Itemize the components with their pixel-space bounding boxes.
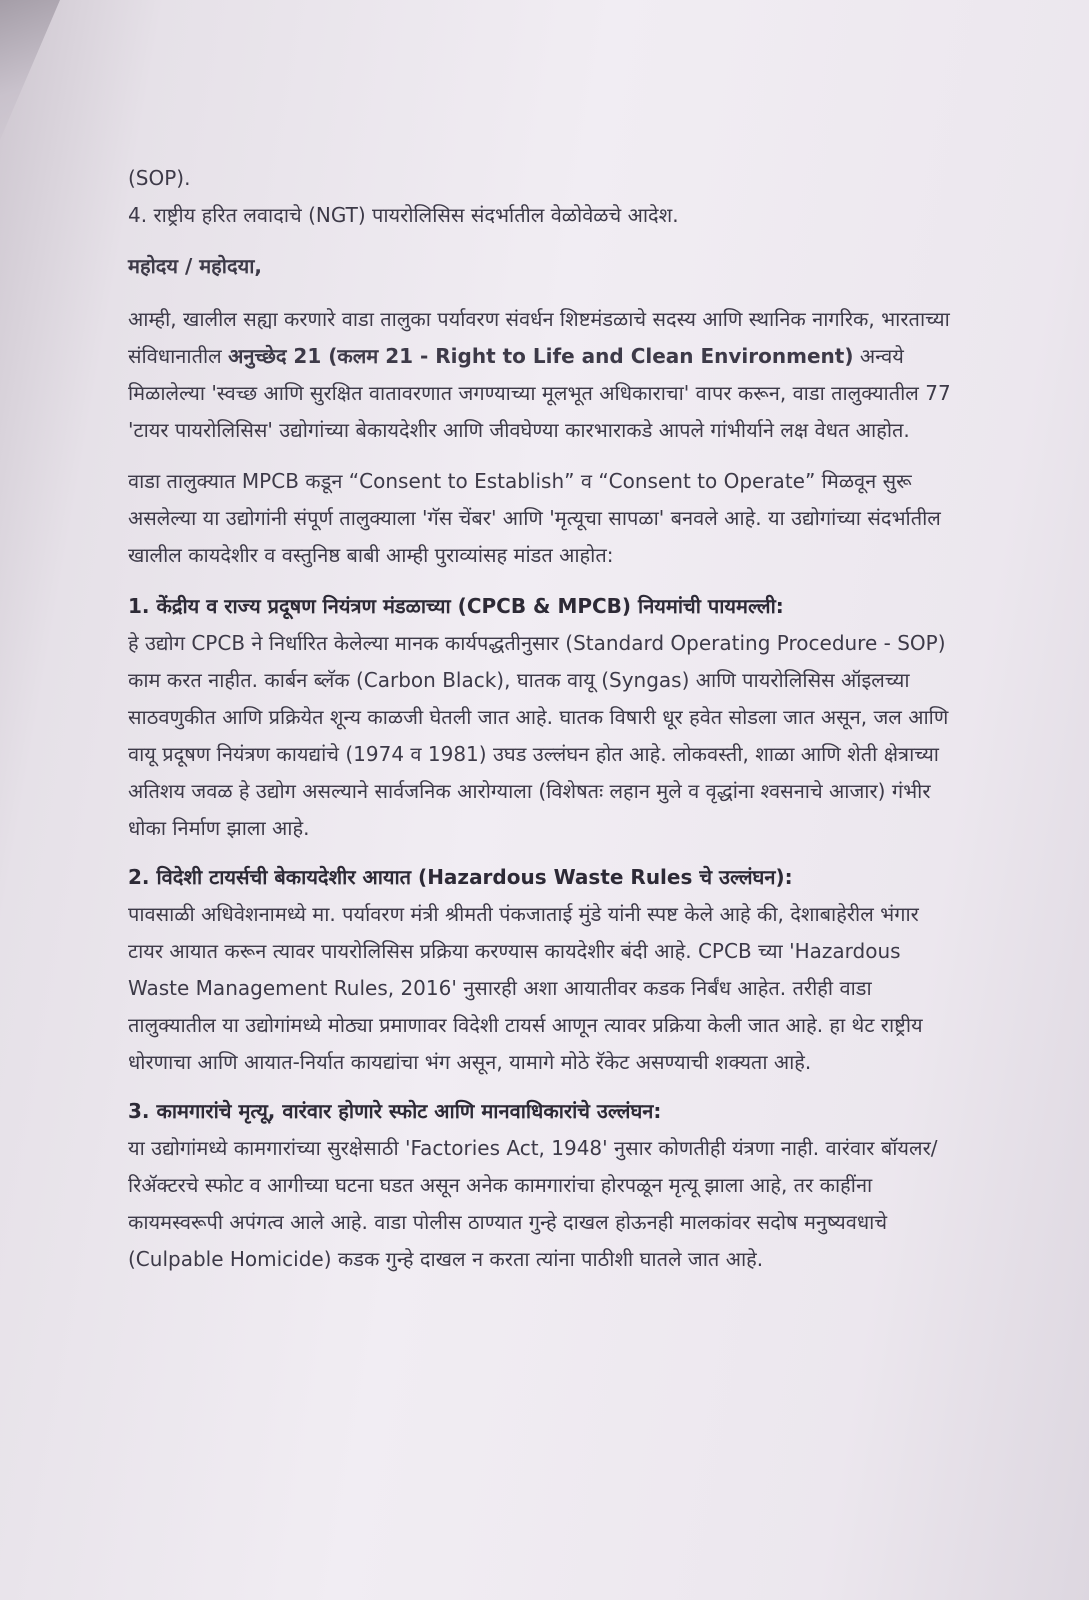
context-paragraph: वाडा तालुक्यात MPCB कडून “Consent to Establish” व “Consent to Operate” मिळवून सुरू असलेल्या या उद्योगांनी संपूर्ण तालुक्याला 'गॅस चेंबर' आणि 'मृत्यूचा सापळा' बनवले आहे. या उद्योगांच्या संदर्भातील खालील कायदेशीर व वस्तुनिष्ठ बाबी आम्ही पुराव्यांसह मांडत आहोत:	[128, 469, 941, 567]
intro-text-1: आम्ही, खालील सह्या करणारे वाडा तालुका पर्यावरण संवर्धन शिष्टमंडळाचे सदस्य आणि स्थानिक नागरिक, भारताच्या संविधानातील	[128, 307, 950, 368]
section-body: या उद्योगांमध्ये कामगारांच्या सुरक्षेसाठी 'Factories Act, 1948' नुसार कोणतीही यंत्रणा नाही. वारंवार बॉयलर/रिॲक्टरचे स्फोट व आगीच्या घटना घडत असून अनेक कामगारांचा होरपळून मृत्यू झाला आहे, तर काहींना कायमस्वरूपी अपंगत्व आले आहे. वाडा पोलीस ठाण्यात गुन्हे दाखल होऊनही मालकांवर सदोष मनुष्यवधाचे (Culpable Homicide) कडक गुन्हे दाखल न करता त्यांना पाठीशी घातले जात आहे.	[128, 1136, 938, 1271]
intro-text-2: अन्वये मिळालेल्या 'स्वच्छ आणि सुरक्षित वातावरणात जगण्याच्या मूलभूत अधिकाराचा' वापर करून, वाडा तालुक्यातील 77 'टायर पायरोलिसिस' उद्योगांच्या बेकायदेशीर आणि जीवघेण्या कारभाराकडे आपले गांभीर्याने लक्ष वेधत आहोत.	[128, 344, 951, 442]
intro-article-reference: अनुच्छेद 21 (कलम 21 - Right to Life and Clean Environment)	[228, 344, 854, 368]
section-body: हे उद्योग CPCB ने निर्धारित केलेल्या मानक कार्यपद्धतीनुसार (Standard Operating Procedure - SOP) काम करत नाहीत. कार्बन ब्लॅक (Carbon Black), घातक वायू (Syngas) आणि पायरोलिसिस ऑइलच्या साठवणुकीत आणि प्रक्रियेत शून्य काळजी घेतली जात आहे. घातक विषारी धूर हवेत सोडला जात असून, जल आणि वायू प्रदूषण नियंत्रण कायद्यांचे (1974 व 1981) उघड उल्लंघन होत आहे. लोकवस्ती, शाळा आणि शेती क्षेत्राच्या अतिशय जवळ हे उद्योग असल्याने सार्वजनिक आरोग्याला (विशेषतः लहान मुले व वृद्धांना श्वसनाचे आजार) गंभीर धोका निर्माण झाला आहे.	[128, 631, 949, 840]
section-heading: 2. विदेशी टायर्सची बेकायदेशीर आयात (Hazardous Waste Rules चे उल्लंघन):	[128, 865, 793, 889]
section-heading: 1. केंद्रीय व राज्य प्रदूषण नियंत्रण मंडळाच्या (CPCB & MPCB) नियमांची पायमल्ली:	[128, 594, 784, 618]
section-1	[128, 588, 958, 847]
intro-paragraph	[128, 301, 958, 449]
section-body: पावसाळी अधिवेशनामध्ये मा. पर्यावरण मंत्री श्रीमती पंकजाताई मुंडे यांनी स्पष्ट केले आहे की, देशाबाहेरील भंगार टायर आयात करून त्यावर पायरोलिसिस प्रक्रिया करण्यास कायदेशीर बंदी आहे. CPCB च्या 'Hazardous Waste Management Rules, 2016' नुसारही अशा आयातीवर कडक निर्बंध आहेत. तरीही वाडा तालुक्यातील या उद्योगांमध्ये मोठ्या प्रमाणावर विदेशी टायर्स आणून त्यावर प्रक्रिया केली जात आहे. हा थेट राष्ट्रीय धोरणाचा आणि आयात-निर्यात कायद्यांचा भंग असून, यामागे मोठे रॅकेट असण्याची शक्यता आहे.	[128, 902, 923, 1074]
folded-corner	[0, 0, 60, 140]
section-heading: 3. कामगारांचे मृत्यू, वारंवार होणारे स्फोट आणि मानवाधिकारांचे उल्लंघन:	[128, 1099, 662, 1123]
reference-item-4: 4. राष्ट्रीय हरित लवादाचे (NGT) पायरोलिसिस संदर्भातील वेळोवेळचे आदेश.	[128, 203, 679, 227]
section-2	[128, 859, 958, 1081]
section-3	[128, 1093, 958, 1278]
letter-body	[128, 160, 958, 1290]
salutation: महोदय / महोदया,	[128, 254, 262, 278]
reference-continuation: (SOP).	[128, 166, 191, 190]
